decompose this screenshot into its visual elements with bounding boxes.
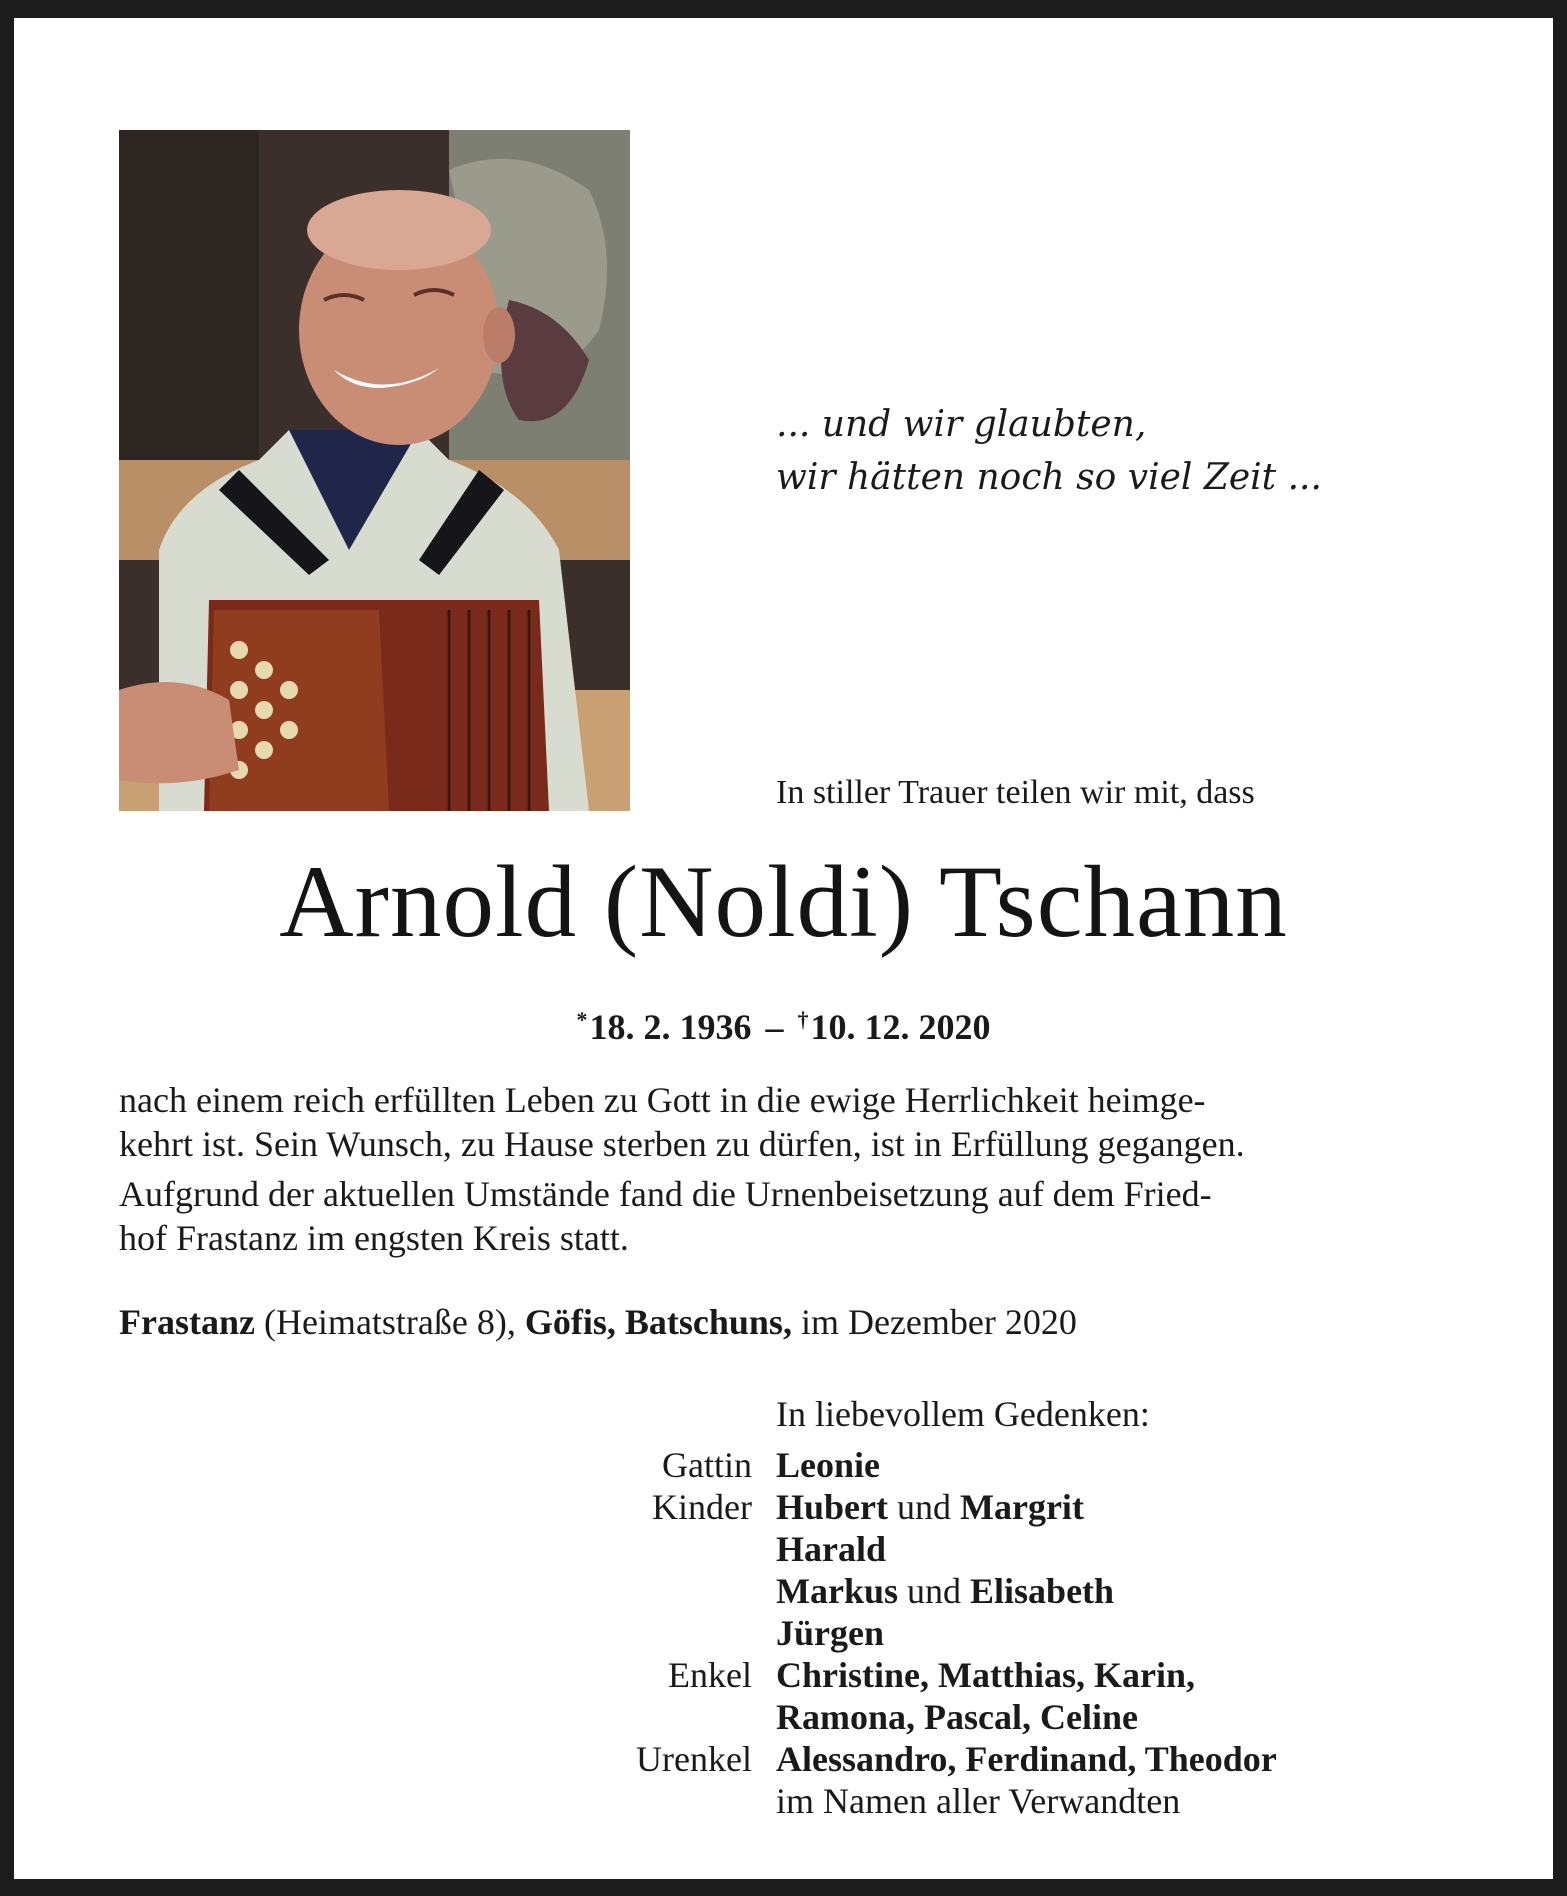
role-great-grandchildren: Urenkel xyxy=(636,1739,752,1779)
family-row-grandchildren xyxy=(560,1654,1460,1696)
memorial-heading: In liebevollem Gedenken: xyxy=(776,1394,1150,1434)
address: (Heimatstraße 8), xyxy=(254,1302,525,1342)
family-row-spouse xyxy=(560,1444,1460,1486)
date-separator: – xyxy=(765,1007,784,1047)
grandchildren-line-2: Ramona, Pascal, Celine xyxy=(776,1697,1138,1737)
family-list xyxy=(560,1444,1460,1822)
family-row-grandchildren-2 xyxy=(560,1696,1460,1738)
death-date: 10. 12. 2020 xyxy=(810,1007,991,1047)
spouse-name: Leonie xyxy=(776,1445,880,1485)
child-3: Markus xyxy=(776,1571,899,1611)
child-4: Jürgen xyxy=(776,1613,884,1653)
birth-symbol: * xyxy=(576,1007,588,1032)
family-row-children xyxy=(560,1486,1460,1528)
deceased-name: Arnold (Noldi) Tschann xyxy=(279,845,1288,959)
child-2: Harald xyxy=(776,1529,887,1569)
great-grandchildren-names: Alessandro, Ferdinand, Theodor xyxy=(776,1739,1277,1779)
birth-date: 18. 2. 1936 xyxy=(589,1007,752,1047)
family-row-child-2 xyxy=(560,1528,1460,1570)
family-row-child-3 xyxy=(560,1570,1460,1612)
quote-line-2: wir hätten noch so viel Zeit ... xyxy=(776,457,1322,498)
role-children: Kinder xyxy=(652,1487,752,1527)
intro-text: In stiller Trauer teilen wir mit, dass xyxy=(776,774,1255,811)
places-goefis-batschuns: Göfis, Batschuns, xyxy=(524,1302,792,1342)
location-line xyxy=(119,1300,1077,1344)
portrait-accordion-player-image xyxy=(119,130,630,811)
and-text: und xyxy=(888,1487,960,1527)
closing-line: im Namen aller Verwandten xyxy=(776,1781,1181,1821)
death-symbol: † xyxy=(797,1007,809,1032)
child-1: Hubert xyxy=(776,1487,888,1527)
family-row-great-grandchildren xyxy=(560,1738,1460,1780)
announcement-text xyxy=(119,1078,1449,1260)
place-frastanz: Frastanz xyxy=(119,1302,255,1342)
paragraph-2-line-2: hof Frastanz im engsten Kreis statt. xyxy=(119,1218,629,1258)
and-text: und xyxy=(898,1571,971,1611)
life-dates xyxy=(0,998,1567,1049)
family-row-child-4 xyxy=(560,1612,1460,1654)
quote-line-1: ... und wir glaubten, xyxy=(776,404,1147,445)
portrait-photo xyxy=(119,130,630,811)
child-3-partner: Elisabeth xyxy=(970,1571,1115,1611)
grandchildren-line-1: Christine, Matthias, Karin, xyxy=(776,1655,1195,1695)
paragraph-1 xyxy=(119,1078,1449,1166)
paragraph-1-line-1: nach einem reich erfüllten Leben zu Gott in die ewige Herrlichkeit heimge- xyxy=(119,1080,1206,1120)
month-year: im Dezember 2020 xyxy=(791,1302,1077,1342)
role-spouse: Gattin xyxy=(662,1445,752,1485)
child-1-partner: Margrit xyxy=(960,1487,1084,1527)
paragraph-1-line-2: kehrt ist. Sein Wunsch, zu Hause sterben zu dürfen, ist in Erfüllung gegangen. xyxy=(119,1124,1245,1164)
role-grandchildren: Enkel xyxy=(668,1655,752,1695)
paragraph-2 xyxy=(119,1172,1449,1260)
quote xyxy=(776,398,1322,504)
paragraph-2-line-1: Aufgrund der aktuellen Umstände fand die Urnenbeisetzung auf dem Fried- xyxy=(119,1174,1212,1214)
